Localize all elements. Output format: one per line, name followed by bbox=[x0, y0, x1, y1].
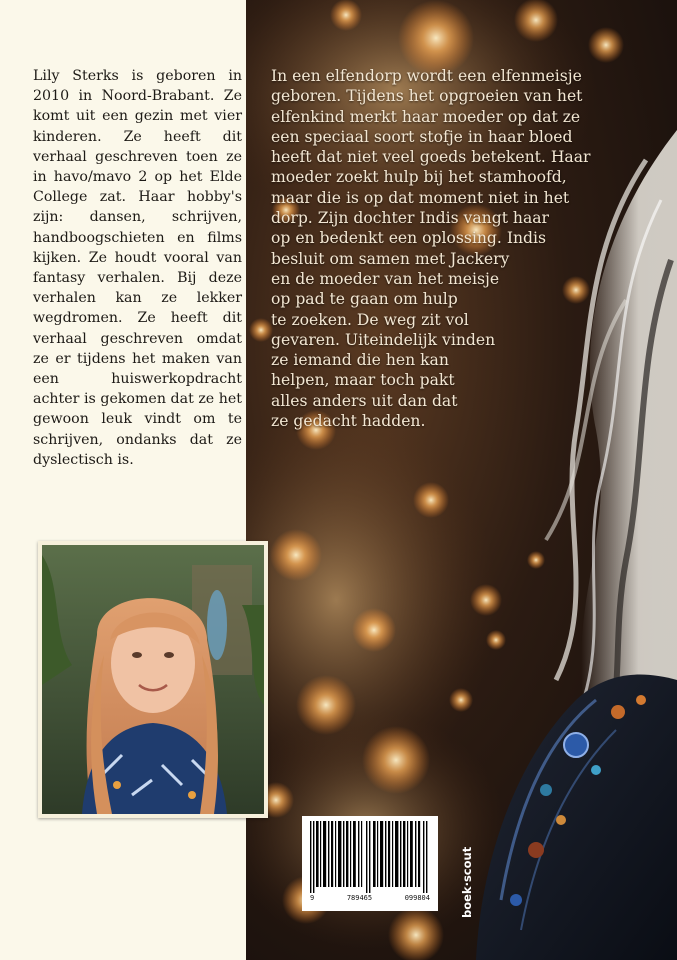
isbn-right-group: 099804 bbox=[404, 894, 430, 902]
isbn-digits bbox=[308, 894, 432, 902]
author-bio: Lily Sterks is geboren in 2010 in Noord-Brabant. Ze komt uit een gezin met vier kinderen. Ze heeft dit verhaal geschreven toen ze in havo/mavo 2 op het Elde College zat. Haar hobby's zijn: dansen, schrijven, handboogschieten en films kijken. Ze houdt vooral van fantasy verhalen. Bij deze verhalen kan ze lekker wegdromen. Ze heeft dit verhaal geschreven omdat ze er tijdens het maken van een huiswerkopdracht achter is gekomen dat ze het gewoon leuk vindt om te schrijven, ondanks dat ze dyslectisch is. bbox=[33, 68, 242, 468]
author-portrait-image bbox=[42, 545, 264, 814]
barcode-bars bbox=[308, 821, 432, 893]
author-photo bbox=[38, 541, 268, 818]
publisher-logo bbox=[460, 898, 474, 918]
isbn-barcode bbox=[302, 816, 438, 911]
isbn-first-digit: 9 bbox=[310, 894, 315, 902]
isbn-left-group: 789465 bbox=[346, 894, 373, 902]
story-blurb: In een elfendorp wordt een elfenmeisje geboren. Tijdens het opgroeien van het elfenkind merkt haar moeder op dat ze een speciaal soort stofje in haar bloed heeft dat niet veel goeds betekent. Haar moeder zoekt hulp bij het stamhoofd, maar die is op dat moment niet in het dorp. Zijn dochter Indis vangt haar op en bedenkt een oplossing. Indis besluit om samen met Jackery en de moeder van het meisje op pad te gaan om hulp te zoeken. De weg zit vol gevaren. Uiteindelijk vinden ze iemand die hen kan helpen, maar toch pakt alles anders uit dan dat ze gedacht hadden. bbox=[271, 67, 591, 431]
